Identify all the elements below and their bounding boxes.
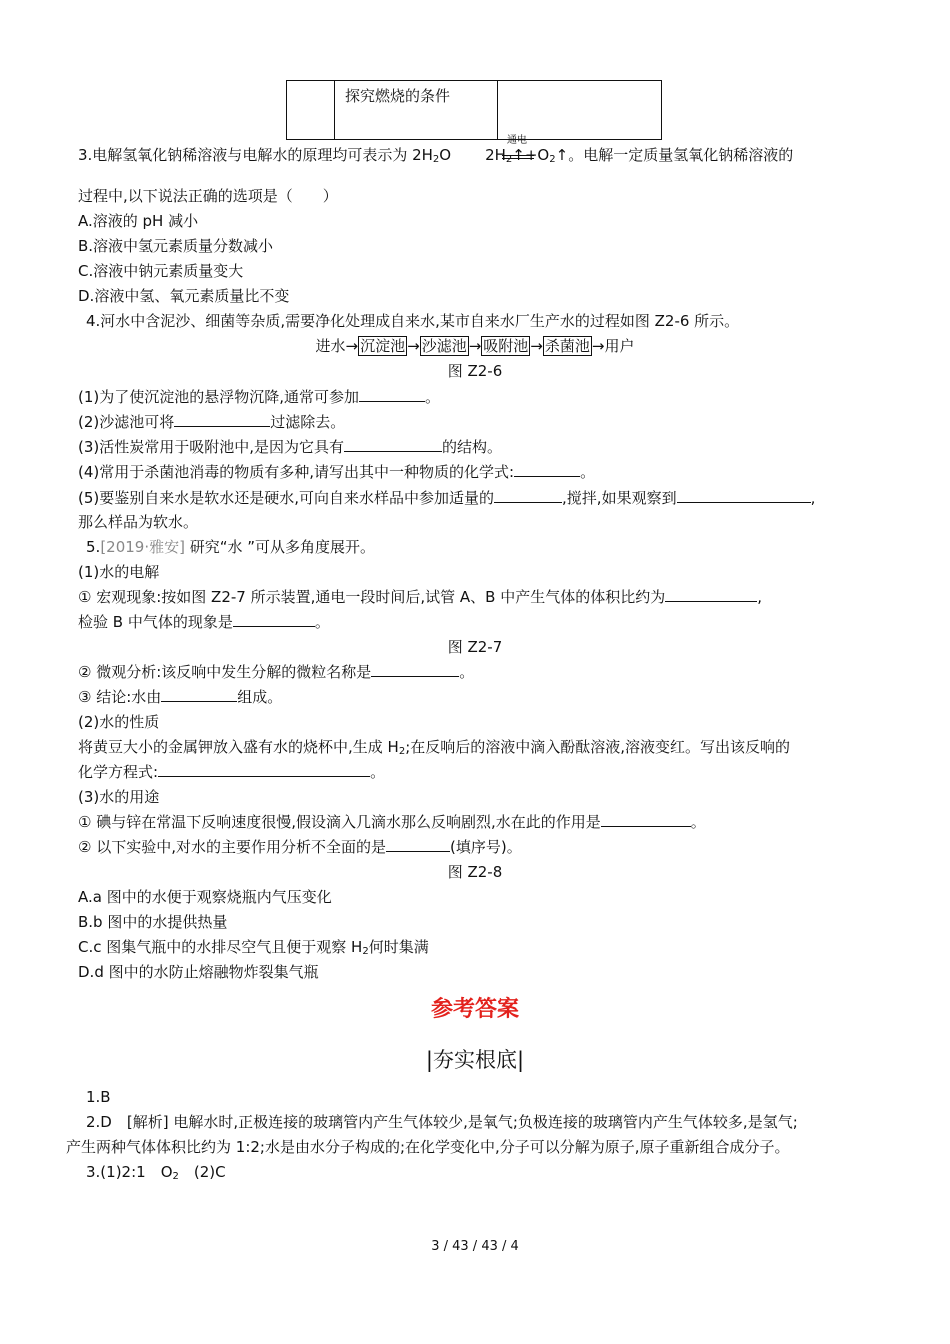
q5-s1-b: 检验 B 中气体的现象是 。 [78, 613, 330, 631]
answer-2-line-2: 产生两种气体体积比约为 1:2;水是由水分子构成的;在化学变化中,分子可以分解为原子,原子重新组合成分子。 [66, 1138, 790, 1156]
q4-part-5: (5)要鉴别自来水是软水还是硬水,可向自来水样品中参加适量的 ,搅拌,如果观察到 , [78, 489, 816, 507]
q3-line-1: 3.电解氢氧化钠稀溶液与电解水的原理均可表示为 $2H_2O$ $2H_2↑+O_2↑$。电解一定质量氢氧化钠稀溶液的 [78, 146, 794, 165]
q4-part-5-cont: 那么样品为软水。 [78, 513, 199, 531]
q3-option-a: A.溶液的 pH 减小 [78, 212, 199, 230]
fig-z2-7-caption: 图 Z2-7 [447, 638, 503, 656]
blank [161, 687, 237, 702]
table-cell-text: 探究燃烧的条件 [345, 87, 451, 105]
answer-3: 3.(1)2:1 $O_2$ (2)C [86, 1163, 226, 1182]
q4-part-1: (1)为了使沉淀池的悬浮物沉降,通常可参加 。 [78, 388, 441, 406]
flow-box-sand-filter: 沙滤池 [421, 337, 467, 355]
flow-box-adsorption: 吸附池 [483, 337, 529, 355]
q3-line-2: 过程中,以下说法正确的选项是（ ） [78, 187, 338, 205]
blank [233, 612, 315, 627]
q5-s1-d: ③ 结论:水由 组成。 [78, 688, 283, 706]
reaction-condition: 通电 [507, 135, 527, 146]
flow-box-sterilization: 杀菌池 [544, 337, 590, 355]
q4-flow: 进水→ 沉淀池 → 沙滤池 → 吸附池 → 杀菌池 →用户 [315, 337, 635, 355]
q5-s2: (2)水的性质 [78, 713, 160, 731]
experiment-table [286, 80, 662, 140]
q5-option-a: A.a 图中的水便于观察烧瓶内气压变化 [78, 888, 332, 906]
q5-s2-b: 化学方程式: 。 [78, 763, 386, 781]
answer-1: 1.B [86, 1088, 111, 1106]
flow-box-sedimentation: 沉淀池 [360, 337, 406, 355]
q4-part-3: (3)活性炭常用于吸附池中,是因为它具有 的结构。 [78, 438, 503, 456]
q5-option-b: B.b 图中的水提供热量 [78, 913, 228, 931]
q5-s1: (1)水的电解 [78, 563, 160, 581]
q3-option-c: C.溶液中钠元素质量变大 [78, 262, 244, 280]
q5-s1-a: ① 宏观现象:按如图 Z2-7 所示装置,通电一段时间后,试管 A、B 中产生气体的体积比约为 , [78, 588, 762, 606]
blank [158, 762, 370, 777]
fig-z2-6-caption: 图 Z2-6 [447, 362, 503, 380]
q5-s3-a: ① 碘与锌在常温下反响速度很慢,假设滴入几滴水那么反响剧烈,水在此的作用是 。 [78, 813, 706, 831]
q5-option-d: D.d 图中的水防止熔融物炸裂集气瓶 [78, 963, 319, 981]
q4-part-4: (4)常用于杀菌池消毒的物质有多种,请写出其中一种物质的化学式: 。 [78, 463, 596, 481]
blank [174, 412, 270, 427]
table-cell-empty-2 [498, 81, 662, 140]
blank [344, 437, 442, 452]
answers-subtitle: |夯实根底| [425, 1048, 525, 1072]
blank [665, 587, 757, 602]
q3-option-b: B.溶液中氢元素质量分数减小 [78, 237, 274, 255]
blank [677, 488, 811, 503]
q5-s3: (3)水的用途 [78, 788, 160, 806]
fig-z2-8-caption: 图 Z2-8 [447, 863, 503, 881]
answer-2-line-1: 2.D [解析] 电解水时,正极连接的玻璃管内产生气体较少,是氧气;负极连接的玻璃管内产生气体较多,是氢气; [86, 1113, 798, 1131]
blank [514, 462, 580, 477]
table-cell-topic [335, 81, 498, 140]
q5-option-c: C.c 图集气瓶中的水排尽空气且便于观察 $H_2$何时集满 [78, 938, 429, 957]
q4-stem: 4.河水中含泥沙、细菌等杂质,需要净化处理成自来水,某市自来水厂生产水的过程如图 Z2-6 所示。 [86, 312, 740, 330]
blank [601, 812, 691, 827]
q3-option-d: D.溶液中氢、氧元素质量比不变 [78, 287, 290, 305]
blank [386, 837, 450, 852]
blank [371, 662, 459, 677]
equation-sign [502, 155, 534, 159]
q5-s2-a: 将黄豆大小的金属钾放入盛有水的烧杯中,生成 $H_2$;在反响后的溶液中滴入酚酞溶液,溶液变红。写出该反响的 [78, 738, 791, 757]
q5-s1-c: ② 微观分析:该反响中发生分解的微粒名称是 。 [78, 663, 475, 681]
page-footer: 3 / 43 / 43 / 4 [431, 1239, 519, 1254]
blank [494, 488, 562, 503]
table-cell-empty [287, 81, 335, 140]
answers-title: 参考答案 [430, 997, 519, 1022]
blank [359, 387, 425, 402]
q5-stem: 5.[2019·雅安] 研究“水 ”可从多角度展开。 [86, 538, 376, 556]
q5-s3-b: ② 以下实验中,对水的主要作用分析不全面的是 (填序号)。 [78, 838, 522, 856]
q4-part-2: (2)沙滤池可将 过滤除去。 [78, 413, 346, 431]
